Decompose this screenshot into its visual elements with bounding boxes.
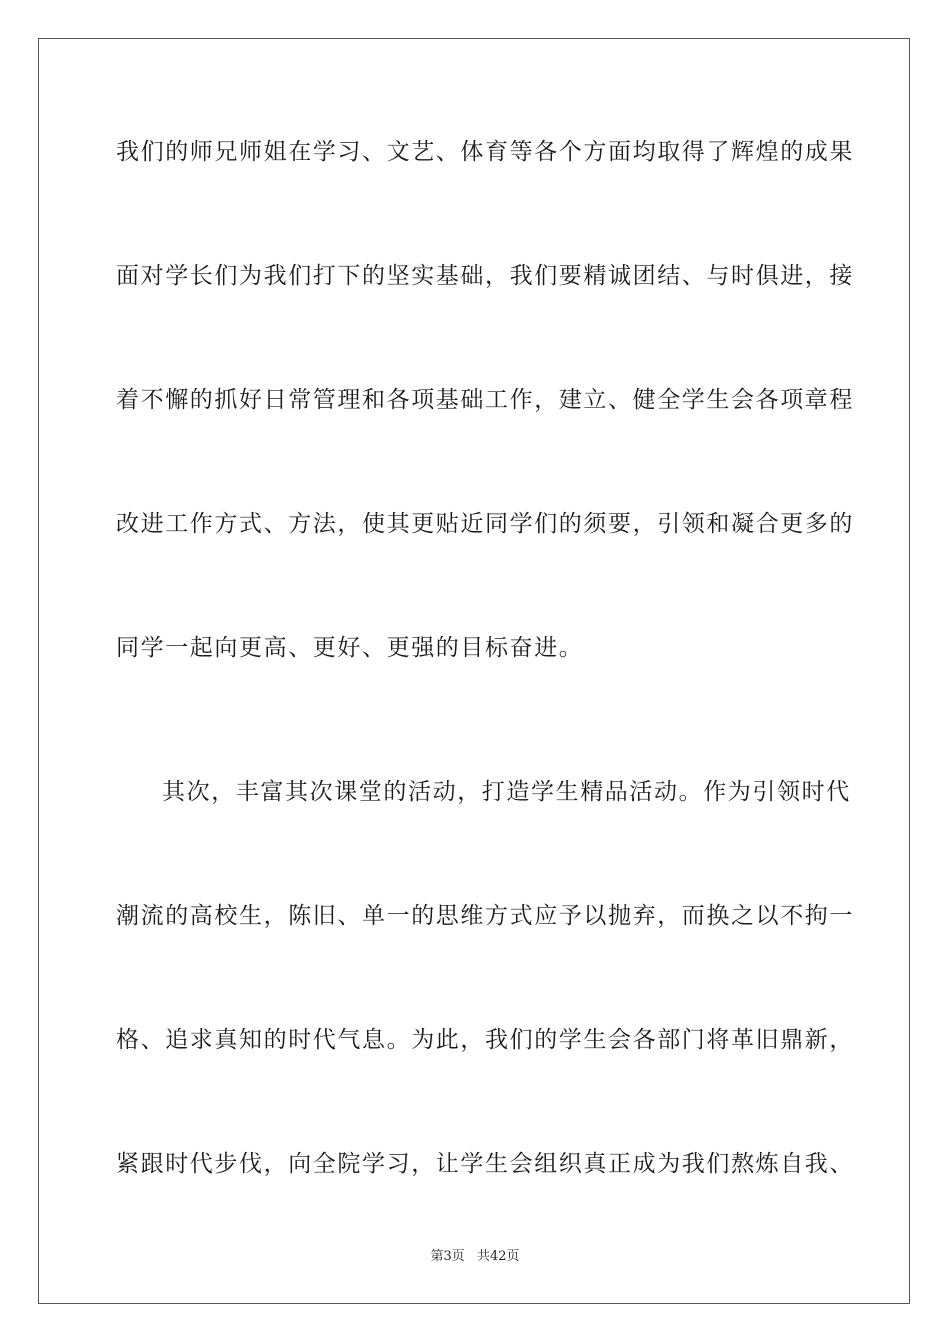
text-line: 潮流的高校生，陈旧、单一的思维方式应予以抛弃，而换之以不拘一 (116, 903, 854, 929)
current-page-number: 第3页 (430, 1249, 465, 1264)
text-line: 改进工作方式、方法，使其更贴近同学们的须要，引领和凝合更多的 (116, 511, 854, 537)
text-line: 我们的师兄师姐在学习、文艺、体育等各个方面均取得了辉煌的成果 (116, 139, 854, 165)
paragraph-first-line: 其次，丰富其次课堂的活动，打造学生精品活动。作为引领时代 (162, 779, 851, 805)
text-line: 格、追求真知的时代气息。为此，我们的学生会各部门将革旧鼎新， (116, 1027, 854, 1053)
text-line: 面对学长们为我们打下的坚实基础，我们要精诚团结、与时俱进，接 (116, 263, 854, 289)
total-page-count: 共42页 (476, 1249, 520, 1264)
page-border (38, 38, 910, 1304)
page-footer (0, 1248, 950, 1266)
text-line: 着不懈的抓好日常管理和各项基础工作，建立、健全学生会各项章程 (116, 387, 854, 413)
text-line: 紧跟时代步伐，向全院学习，让学生会组织真正成为我们熬炼自我、 (116, 1151, 854, 1177)
text-line: 同学一起向更高、更好、更强的目标奋进。 (116, 635, 584, 661)
